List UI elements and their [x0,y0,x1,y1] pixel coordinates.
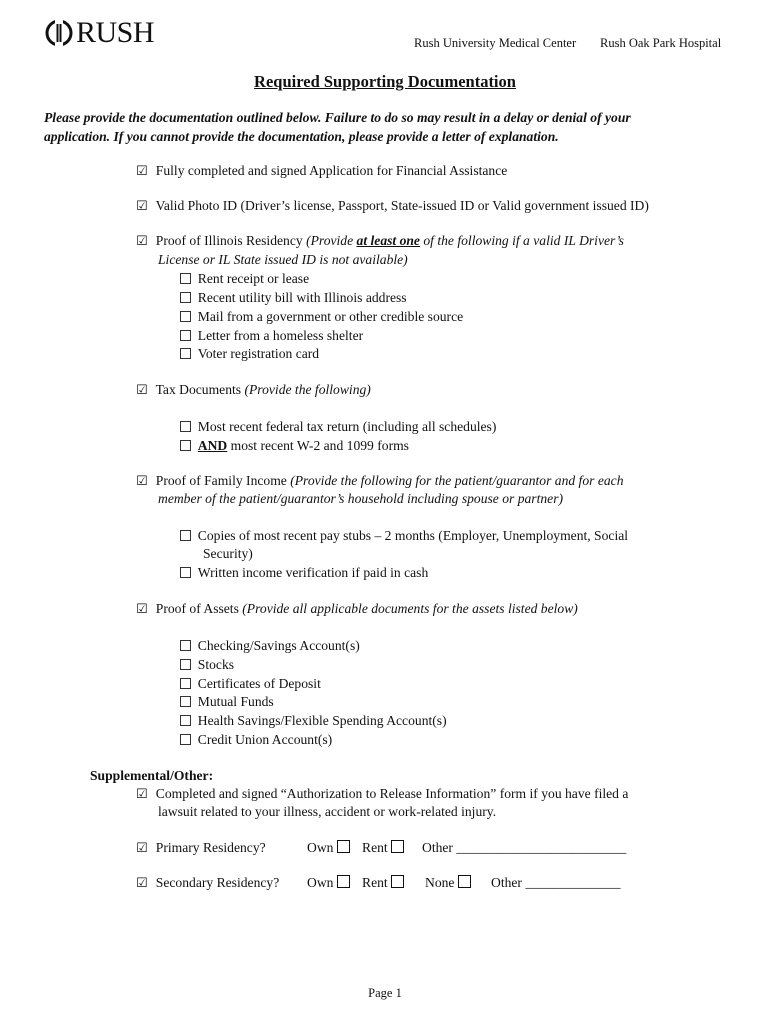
checked-box-icon: ☑ [136,234,148,249]
tax-label: Tax Documents [155,382,242,397]
empty-box-icon [180,273,191,284]
secondary-own-checkbox[interactable] [337,875,350,888]
asset-option [180,675,321,694]
empty-box-icon [180,567,191,578]
asset-option-text: Certificates of Deposit [197,676,321,691]
item-assets [136,600,578,619]
residency-option [180,308,463,327]
income-option-text: Written income verification if paid in cash [197,565,429,580]
income-option [180,527,628,546]
residency-note-emphasis: at least one [356,233,420,248]
checked-box-icon: ☑ [136,841,148,856]
secondary-residency-label: Secondary Residency? [155,875,280,890]
income-label: Proof of Family Income [155,473,287,488]
assets-note: (Provide all applicable documents for the assets listed below) [242,601,578,616]
empty-box-icon [180,696,191,707]
residency-option-text: Recent utility bill with Illinois address [197,290,407,305]
primary-own-label: Own [307,840,334,855]
tax-option-text: most recent W-2 and 1099 forms [227,438,409,453]
primary-rent-label: Rent [362,840,388,855]
asset-option [180,656,234,675]
residency-option [180,327,363,346]
asset-option-text: Mutual Funds [197,694,274,709]
primary-residency-label: Primary Residency? [155,840,266,855]
residency-option [180,289,407,308]
income-option [180,564,428,583]
checked-box-icon: ☑ [136,164,148,179]
empty-box-icon [180,330,191,341]
intro-text [44,108,734,146]
income-note-2: member of the patient/guarantor’s household including spouse or partner) [158,491,564,506]
item-application-text: Fully completed and signed Application for Financial Assistance [155,163,508,178]
secondary-none-option [425,874,471,893]
empty-box-icon [180,292,191,303]
residency-option [180,270,309,289]
item-photo-id [136,197,649,216]
residency-label: Proof of Illinois Residency [155,233,303,248]
asset-option-text: Stocks [197,657,235,672]
header-ropH: Rush Oak Park Hospital [600,36,722,50]
empty-box-icon [180,715,191,726]
checked-box-icon: ☑ [136,199,148,214]
assets-label: Proof of Assets [155,601,239,616]
income-option-text: Copies of most recent pay stubs – 2 months (Employer, Unemployment, Social [197,528,629,543]
primary-other-field[interactable]: Other _________________________ [422,840,627,855]
residency-option-text: Voter registration card [197,346,320,361]
checked-box-icon: ☑ [136,474,148,489]
primary-rent-option [362,839,404,858]
primary-own-option [307,839,350,858]
item-tax [136,381,371,400]
secondary-rent-checkbox[interactable] [391,875,404,888]
secondary-residency-row [136,874,279,893]
rush-logo-icon [44,18,74,48]
income-option-cont: Security) [203,546,253,561]
empty-box-icon [180,348,191,359]
page-title: Required Supporting Documentation [254,72,516,91]
residency-option-text: Mail from a government or other credible source [197,309,464,324]
intro-line-2: application. If you cannot provide the documentation, please provide a letter of explanation. [44,129,559,144]
asset-option [180,693,274,712]
tax-option-text: Most recent federal tax return (including all schedules) [197,419,497,434]
empty-box-icon [180,678,191,689]
header-rumc: Rush University Medical Center [414,36,577,50]
empty-box-icon [180,659,191,670]
empty-box-icon [180,734,191,745]
asset-option [180,712,447,731]
secondary-rent-option [362,874,404,893]
checked-box-icon: ☑ [136,383,148,398]
page-number: Page 1 [368,986,402,1000]
secondary-own-option [307,874,350,893]
asset-option-text: Credit Union Account(s) [197,732,333,747]
checked-box-icon: ☑ [136,787,148,802]
asset-option-text: Health Savings/Flexible Spending Account(s) [197,713,447,728]
rush-logo [44,18,154,48]
tax-option [180,437,409,456]
residency-note-d: License or IL State issued ID is not available) [158,252,408,267]
secondary-none-label: None [425,875,455,890]
primary-residency-row [136,839,266,858]
item-residency [136,232,624,251]
residency-note-c: of the following if a valid IL Driver’s [419,233,624,248]
checked-box-icon: ☑ [136,602,148,617]
tax-option [180,418,496,437]
secondary-other-field[interactable]: Other ______________ [491,875,621,890]
item-income [136,472,624,491]
item-application [136,162,507,181]
empty-box-icon [180,311,191,322]
income-note-1: (Provide the following for the patient/guarantor and for each [290,473,624,488]
empty-box-icon [180,440,191,451]
tax-note: (Provide the following) [244,382,371,397]
checked-box-icon: ☑ [136,876,148,891]
asset-option [180,731,332,750]
residency-option-text: Rent receipt or lease [197,271,310,286]
logo-text: RUSH [76,16,155,49]
secondary-rent-label: Rent [362,875,388,890]
secondary-own-label: Own [307,875,334,890]
supplemental-heading: Supplemental/Other: [90,768,214,783]
item-photo-id-text: Valid Photo ID (Driver’s license, Passport, State-issued ID or Valid government issued ID) [155,198,649,213]
asset-option [180,637,360,656]
empty-box-icon [180,640,191,651]
primary-own-checkbox[interactable] [337,840,350,853]
asset-option-text: Checking/Savings Account(s) [197,638,360,653]
empty-box-icon [180,530,191,541]
item-authorization [136,785,628,804]
residency-option-text: Letter from a homeless shelter [197,328,364,343]
secondary-none-checkbox[interactable] [458,875,471,888]
authorization-text-2: lawsuit related to your illness, accident or work-related injury. [158,804,497,819]
residency-note-a: (Provide [306,233,357,248]
primary-rent-checkbox[interactable] [391,840,404,853]
intro-line-1: Please provide the documentation outlined below. Failure to do so may result in a delay or denial of your [44,110,631,125]
residency-option [180,345,319,364]
tax-and-emphasis: AND [197,438,228,453]
empty-box-icon [180,421,191,432]
authorization-text-1: Completed and signed “Authorization to Release Information” form if you have filed a [155,786,629,801]
